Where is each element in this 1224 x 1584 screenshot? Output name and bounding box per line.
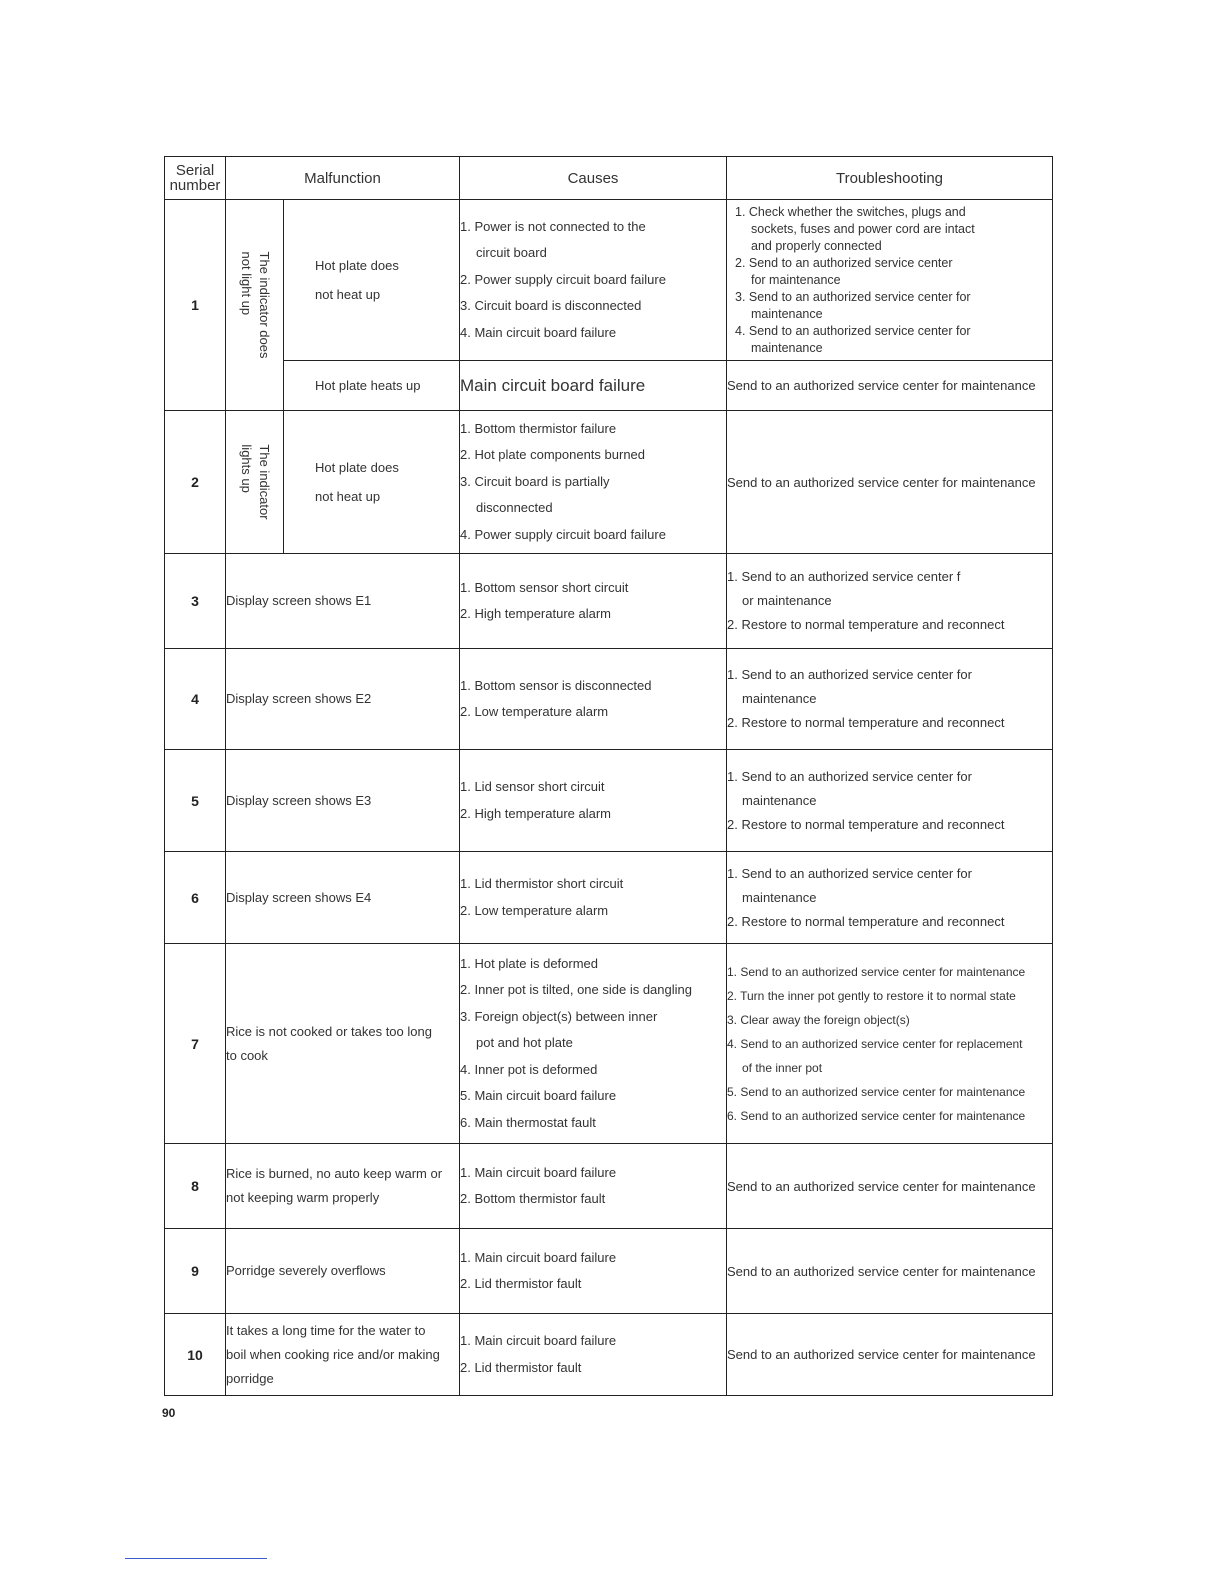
serial-number: 2 xyxy=(165,411,226,554)
indicator-cell xyxy=(226,411,284,554)
troubleshooting-cell: 1. Send to an authorized service center for maintenance 2. Restore to normal temperature and reconnect xyxy=(727,750,1053,852)
table-row xyxy=(165,411,1053,554)
causes-cell: 1. Main circuit board failure 2. Lid thermistor fault xyxy=(460,1229,727,1314)
serial-number: 5 xyxy=(165,750,226,852)
malfunction-cell: Hot plate does not heat up xyxy=(284,200,460,361)
serial-number: 10 xyxy=(165,1314,226,1396)
indicator-cell xyxy=(226,200,284,411)
table-row xyxy=(165,200,1053,361)
serial-number: 7 xyxy=(165,944,226,1144)
malfunction-cell: Hot plate does not heat up xyxy=(284,411,460,554)
malfunction-cell: Display screen shows E3 xyxy=(226,750,460,852)
table-row xyxy=(165,361,1053,411)
serial-number-header: Serial number xyxy=(165,157,226,200)
malfunction-cell: Display screen shows E4 xyxy=(226,852,460,944)
header-row xyxy=(165,157,1053,200)
serial-number: 6 xyxy=(165,852,226,944)
troubleshooting-cell: 1. Send to an authorized service center for maintenance 2. Restore to normal temperature and reconnect xyxy=(727,852,1053,944)
malfunction-header: Malfunction xyxy=(226,157,460,200)
causes-cell: 1. Lid sensor short circuit 2. High temperature alarm xyxy=(460,750,727,852)
causes-cell: 1. Hot plate is deformed 2. Inner pot is tilted, one side is dangling 3. Foreign object(s) between inner pot and hot plate 4. Inner pot is deformed 5. Main circuit board failure 6. Main thermostat fault xyxy=(460,944,727,1144)
troubleshooting-cell: Send to an authorized service center for maintenance xyxy=(727,1229,1053,1314)
table-row xyxy=(165,852,1053,944)
causes-cell: 1. Bottom sensor short circuit 2. High temperature alarm xyxy=(460,554,727,649)
troubleshooting-cell: Send to an authorized service center for maintenance xyxy=(727,1144,1053,1229)
indicator-label: The indicator lights up xyxy=(238,444,272,520)
footer-line xyxy=(125,1558,267,1559)
serial-number: 4 xyxy=(165,649,226,750)
malfunction-cell: Rice is burned, no auto keep warm or not keeping warm properly xyxy=(226,1144,460,1229)
malfunction-cell: Porridge severely overflows xyxy=(226,1229,460,1314)
causes-header: Causes xyxy=(460,157,727,200)
indicator-label: The indicator does not light up xyxy=(238,251,272,359)
troubleshooting-cell: 1. Check whether the switches, plugs and sockets, fuses and power cord are intact and properly connected 2. Send to an authorized service center for maintenance 3. Send to an authorized service center for maintenance 4. Send to an authorized service center for maintenance xyxy=(727,200,1053,361)
troubleshooting-cell: 1. Send to an authorized service center for maintenance 2. Turn the inner pot gently to restore it to normal state 3. Clear away the foreign object(s) 4. Send to an authorized service center for replacement of the inner pot 5. Send to an authorized service center for maintenance 6. Send to an authorized service center for maintenance xyxy=(727,944,1053,1144)
malfunction-cell: Hot plate heats up xyxy=(284,361,460,411)
troubleshooting-cell: 1. Send to an authorized service center for maintenance 2. Restore to normal temperature and reconnect xyxy=(727,649,1053,750)
table-row xyxy=(165,649,1053,750)
causes-cell: 1. Bottom thermistor failure 2. Hot plate components burned 3. Circuit board is partially disconnected 4. Power supply circuit board failure xyxy=(460,411,727,554)
serial-number: 3 xyxy=(165,554,226,649)
malfunction-cell: Display screen shows E2 xyxy=(226,649,460,750)
table-row xyxy=(165,750,1053,852)
serial-number: 8 xyxy=(165,1144,226,1229)
serial-number: 9 xyxy=(165,1229,226,1314)
table-row xyxy=(165,1229,1053,1314)
troubleshooting-table xyxy=(164,156,1053,1396)
malfunction-cell: It takes a long time for the water to boil when cooking rice and/or making porridge xyxy=(226,1314,460,1396)
troubleshooting-cell: Send to an authorized service center for maintenance xyxy=(727,1314,1053,1396)
causes-cell: 1. Bottom sensor is disconnected 2. Low temperature alarm xyxy=(460,649,727,750)
malfunction-cell: Rice is not cooked or takes too long to cook xyxy=(226,944,460,1144)
causes-cell: Main circuit board failure xyxy=(460,361,727,411)
table-row xyxy=(165,944,1053,1144)
malfunction-cell: Display screen shows E1 xyxy=(226,554,460,649)
table-row xyxy=(165,1144,1053,1229)
troubleshooting-cell: Send to an authorized service center for maintenance xyxy=(727,361,1053,411)
troubleshooting-cell: Send to an authorized service center for maintenance xyxy=(727,411,1053,554)
causes-cell: 1. Power is not connected to the circuit board 2. Power supply circuit board failure 3. Circuit board is disconnected 4. Main circuit board failure xyxy=(460,200,727,361)
causes-cell: 1. Main circuit board failure 2. Bottom thermistor fault xyxy=(460,1144,727,1229)
causes-cell: 1. Main circuit board failure 2. Lid thermistor fault xyxy=(460,1314,727,1396)
table-row xyxy=(165,554,1053,649)
table-row xyxy=(165,1314,1053,1396)
page-number: 90 xyxy=(162,1406,176,1420)
troubleshooting-header: Troubleshooting xyxy=(727,157,1053,200)
troubleshooting-cell: 1. Send to an authorized service center f or maintenance 2. Restore to normal temperature and reconnect xyxy=(727,554,1053,649)
serial-number: 1 xyxy=(165,200,226,411)
causes-cell: 1. Lid thermistor short circuit 2. Low temperature alarm xyxy=(460,852,727,944)
